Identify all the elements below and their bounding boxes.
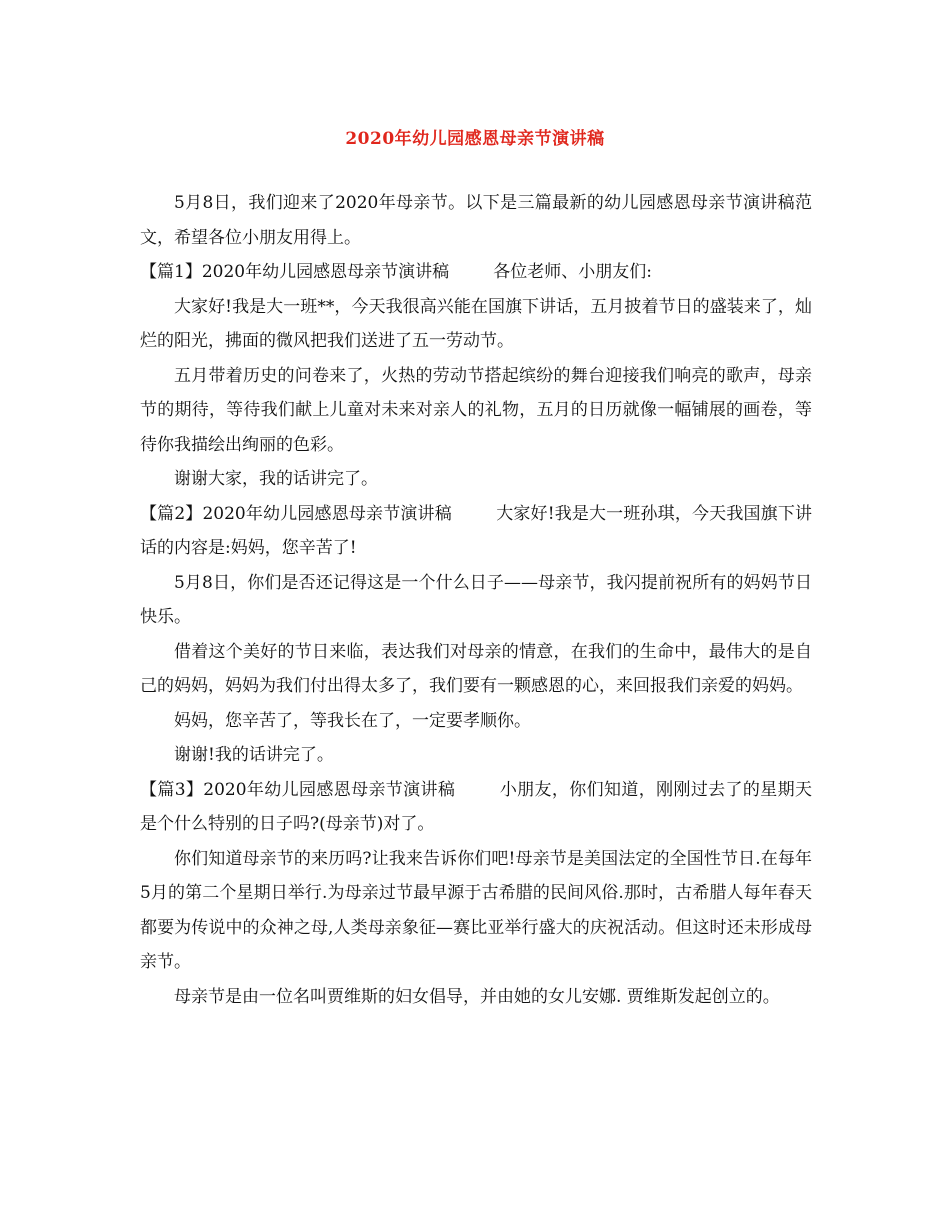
section-3-paragraph: 你们知道母亲节的来历吗?让我来告诉你们吧!母亲节是美国法定的全国性节日.在每年5月的第二个星期日举行.为母亲过节最早源于古希腊的民间风俗.那时，古希腊人每年春天都要为传说中的众神之母,人类母亲象征—赛比亚举行盛大的庆祝活动。但这时还未形成母亲节。 xyxy=(140,848,812,972)
section-3-first-line: 小朋友，你们知道，刚刚过去了的星期天是个什么特别的日子吗?(母亲节)对了。 xyxy=(140,779,812,834)
document-title: 2020年幼儿园感恩母亲节演讲稿 xyxy=(345,129,605,149)
section-1-paragraph: 谢谢大家，我的话讲完了。 xyxy=(174,469,378,489)
section-3-paragraph: 母亲节是由一位名叫贾维斯的妇女倡导，并由她的女儿安娜. 贾维斯发起创立的。 xyxy=(174,986,780,1007)
section-2-paragraph: 谢谢!我的话讲完了。 xyxy=(174,745,334,765)
document-body xyxy=(140,186,812,1014)
section-2-paragraph: 5月8日，你们是否还记得这是一个什么日子——母亲节，我闪提前祝所有的妈妈节日快乐。 xyxy=(140,572,812,627)
section-1-first-line: 各位老师、小朋友们: xyxy=(493,262,653,282)
section-1-paragraph: 五月带着历史的问卷来了，火热的劳动节搭起缤纷的舞台迎接我们响亮的歌声，母亲节的期待，等待我们献上儿童对未来对亲人的礼物，五月的日历就像一幅铺展的画卷，等待你我描绘出绚丽的色彩。 xyxy=(140,365,812,455)
intro-paragraph: 5月8日，我们迎来了2020年母亲节。以下是三篇最新的幼儿园感恩母亲节演讲稿范文，希望各位小朋友用得上。 xyxy=(140,193,812,248)
section-1-heading: 【篇1】2020年幼儿园感恩母亲节演讲稿 xyxy=(140,262,450,282)
section-3-heading-line xyxy=(140,773,812,842)
section-2-heading: 【篇2】2020年幼儿园感恩母亲节演讲稿 xyxy=(140,503,452,524)
section-1-paragraph: 大家好!我是大一班**，今天我很高兴能在国旗下讲话，五月披着节日的盛装来了，灿烂的阳光，拂面的微风把我们送进了五一劳动节。 xyxy=(140,296,812,351)
section-2-heading-line xyxy=(140,497,812,566)
section-2-paragraph: 妈妈，您辛苦了，等我长在了，一定要孝顺你。 xyxy=(174,710,531,731)
section-2-first-line: 大家好!我是大一班孙琪，今天我国旗下讲话的内容是:妈妈，您辛苦了! xyxy=(140,503,812,558)
section-1-heading-line xyxy=(140,255,812,290)
section-2-paragraph: 借着这个美好的节日来临，表达我们对母亲的情意，在我们的生命中，最伟大的是自己的妈妈，妈妈为我们付出得太多了，我们要有一颗感恩的心，来回报我们亲爱的妈妈。 xyxy=(140,641,812,696)
section-3-heading: 【篇3】2020年幼儿园感恩母亲节演讲稿 xyxy=(140,779,456,800)
